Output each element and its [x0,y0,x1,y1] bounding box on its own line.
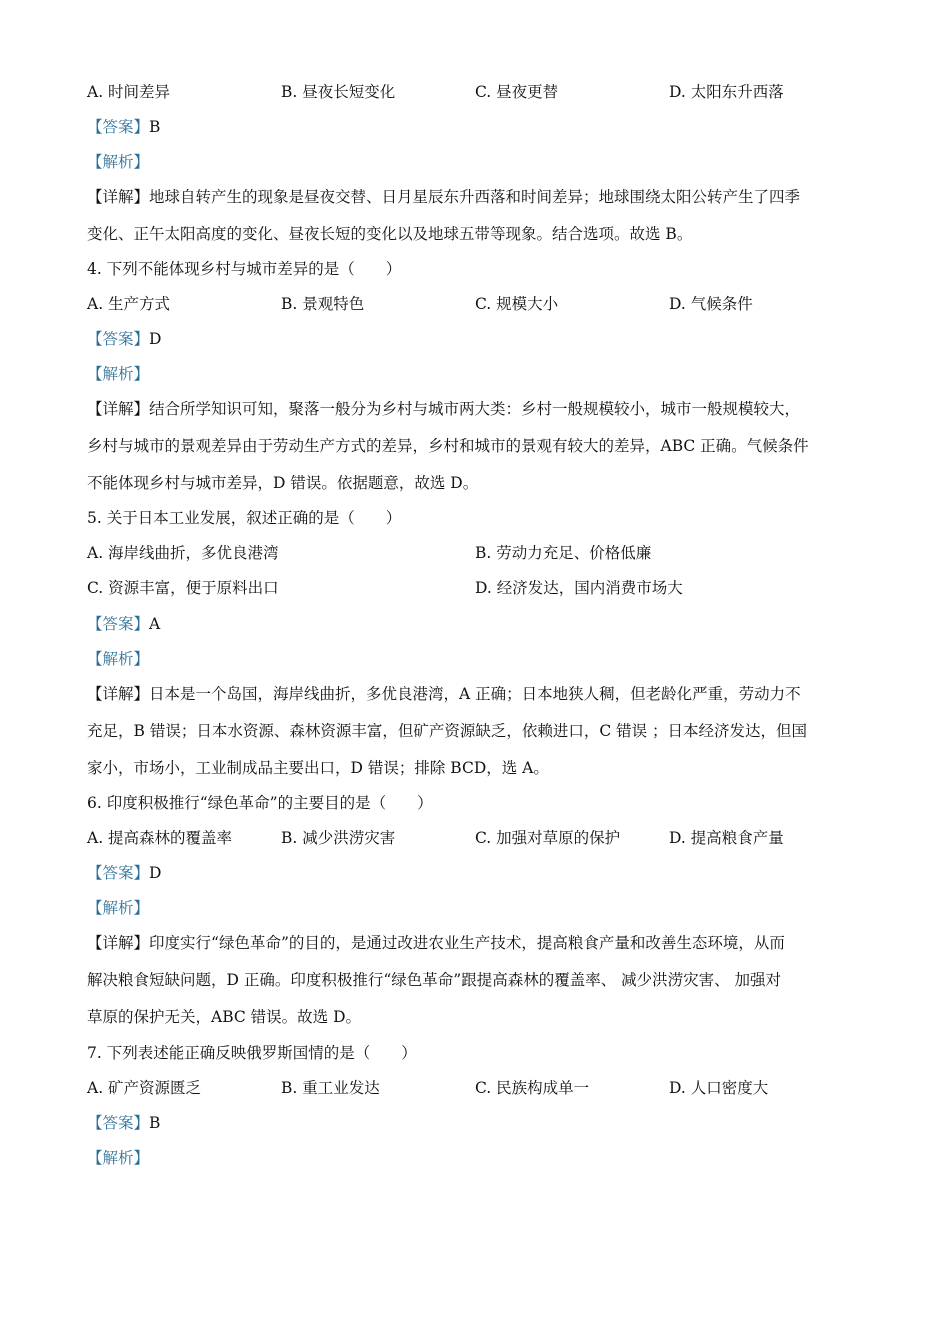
detail-tag: 【详解】 [87,934,150,952]
q4-answer: D [149,330,162,348]
answer-tag: 【答案】 [87,864,150,882]
detail-tag: 【详解】 [87,188,150,206]
q4-detail-text-1: 结合所学知识可知，聚落一般分为乡村与城市两大类：乡村一般规模较小，城市一般规模较大， [149,400,801,418]
answer-tag: 【答案】 [87,1114,150,1132]
q5-detail-line-1 [87,684,801,704]
q5-option-d: D. 经济发达，国内消费市场大 [475,579,683,597]
q6-option-c: C. 加强对草原的保护 [475,829,621,847]
q4-option-c: C. 规模大小 [475,295,559,313]
q5-analysis-tag: 【解析】 [87,650,150,668]
q6-option-a: A. 提高森林的覆盖率 [87,829,233,847]
q6-option-d: D. 提高粮食产量 [669,829,784,847]
q6-question: 6. 印度积极推行“绿色革命”的主要目的是（ ） [87,794,433,812]
q7-question: 7. 下列表述能正确反映俄罗斯国情的是（ ） [87,1044,417,1062]
q3-detail-line-1 [87,187,800,207]
q7-answer-line [87,1113,160,1133]
q4-detail-line-3: 不能体现乡村与城市差异，D 错误。依据题意，故选 D。 [87,474,479,492]
q3-detail-line-2: 变化、正午太阳高度的变化、昼夜长短的变化以及地球五带等现象。结合选项。故选 B。 [87,225,693,243]
q5-question: 5. 关于日本工业发展，叙述正确的是（ ） [87,509,402,527]
q7-analysis-tag: 【解析】 [87,1149,150,1167]
q3-option-b: B. 昼夜长短变化 [281,83,396,101]
detail-tag: 【详解】 [87,400,150,418]
q6-detail-line-3: 草原的保护无关，ABC 错误。故选 D。 [87,1008,362,1026]
q4-option-b: B. 景观特色 [281,295,365,313]
q5-answer: A [149,615,161,633]
q4-option-d: D. 气候条件 [669,295,753,313]
q6-detail-line-2: 解决粮食短缺问题，D 正确。印度积极推行“绿色革命”跟提高森林的覆盖率、 减少洪涝灾害、 加强对 [87,971,782,989]
q7-option-b: B. 重工业发达 [281,1079,380,1097]
q7-option-d: D. 人口密度大 [669,1079,769,1097]
q6-option-b: B. 减少洪涝灾害 [281,829,396,847]
q6-answer-line [87,863,161,883]
q5-detail-line-2: 充足，B 错误；日本水资源、森林资源丰富，但矿产资源缺乏，依赖进口，C 错误 ；日本经济发达，但国 [87,722,808,740]
q5-answer-line [87,614,160,634]
q7-answer: B [149,1114,161,1132]
q3-option-a: A. 时间差异 [87,83,171,101]
q4-answer-line [87,329,161,349]
q7-option-a: A. 矿产资源匮乏 [87,1079,202,1097]
q5-option-c: C. 资源丰富，便于原料出口 [87,579,279,597]
q5-detail-line-3: 家小，市场小，工业制成品主要出口，D 错误；排除 BCD，选 A。 [87,759,549,777]
q4-analysis-tag: 【解析】 [87,365,150,383]
answer-tag: 【答案】 [87,330,150,348]
q3-answer-line [87,117,160,137]
detail-tag: 【详解】 [87,685,150,703]
q5-detail-text-1: 日本是一个岛国，海岸线曲折，多优良港湾，A 正确；日本地狭人稠，但老龄化严重，劳动力不 [149,685,801,703]
q5-option-a: A. 海岸线曲折，多优良港湾 [87,544,279,562]
q5-option-b: B. 劳动力充足、价格低廉 [475,544,652,562]
q3-detail-text-1: 地球自转产生的现象是昼夜交替、日月星辰东升西落和时间差异；地球围绕太阳公转产生了四季 [149,188,801,206]
q4-detail-line-1 [87,399,800,419]
answer-tag: 【答案】 [87,118,150,136]
q3-answer: B [149,118,161,136]
q6-answer: D [149,864,162,882]
q4-detail-line-2: 乡村与城市的景观差异由于劳动生产方式的差异，乡村和城市的景观有较大的差异，ABC 正确。气候条件 [87,437,809,455]
q4-question: 4. 下列不能体现乡村与城市差异的是（ ） [87,260,402,278]
q6-detail-text-1: 印度实行“绿色革命”的目的，是通过改进农业生产技术，提高粮食产量和改善生态环境，从而 [149,934,785,952]
q3-option-c: C. 昼夜更替 [475,83,559,101]
q6-detail-line-1 [87,933,785,953]
answer-tag: 【答案】 [87,615,150,633]
q7-option-c: C. 民族构成单一 [475,1079,590,1097]
q3-analysis-tag: 【解析】 [87,153,150,171]
q3-option-d: D. 太阳东升西落 [669,83,784,101]
q6-analysis-tag: 【解析】 [87,899,150,917]
q4-option-a: A. 生产方式 [87,295,171,313]
